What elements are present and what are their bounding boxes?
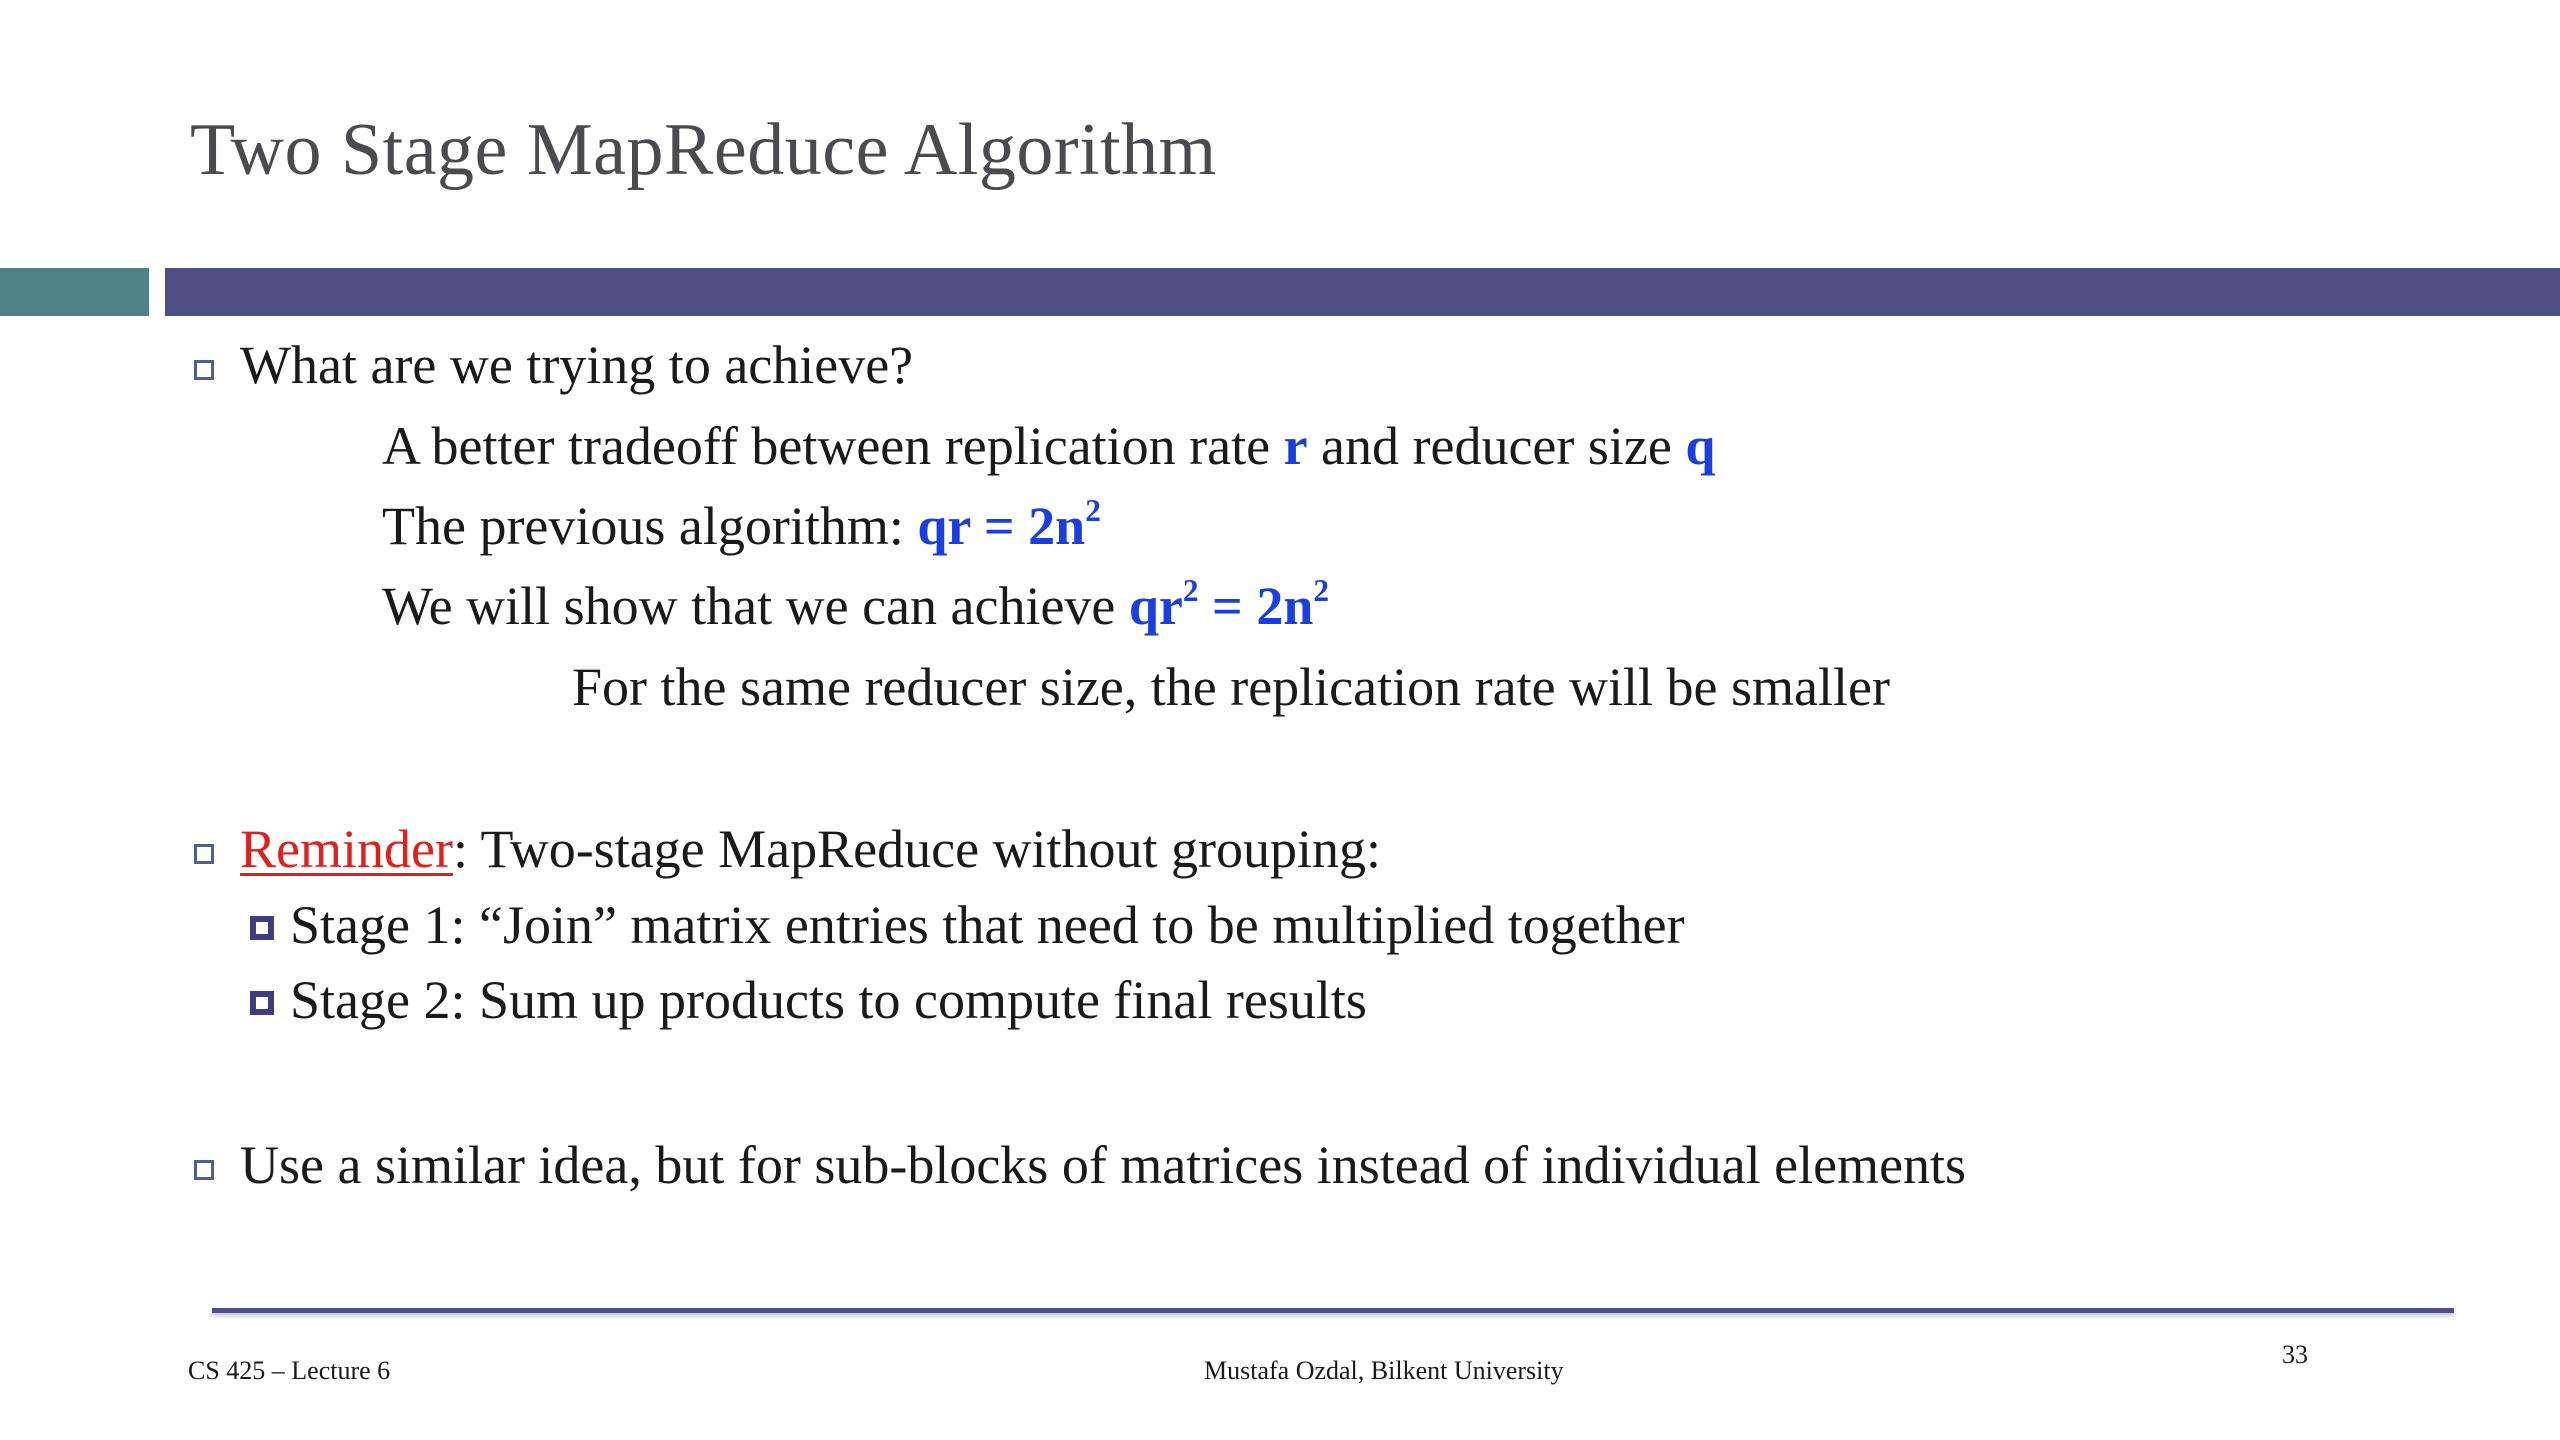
bullet-3-text: Use a similar idea, but for sub-blocks of matrices instead of individual elements	[240, 1135, 1967, 1195]
bullet-1-sub-3	[382, 572, 1330, 644]
slide-title: Two Stage MapReduce Algorithm	[190, 109, 1217, 191]
bullet-2-label: : Two-stage MapReduce without grouping:	[452, 819, 1382, 879]
stage-2-item: Stage 2: Sum up products to compute final results	[290, 970, 1367, 1030]
sub-3-text: We will show that we can achieve	[382, 576, 1129, 636]
formula-new: $qr^2 = 2n^2$	[1128, 572, 1330, 636]
title-accent-bar-teal	[0, 268, 149, 316]
variable-r: r	[1283, 416, 1308, 476]
bullet-square-icon	[194, 844, 214, 864]
bullet-1-sub-4: For the same reducer size, the replication rate will be smaller	[572, 657, 1890, 717]
sub-bullet-square-icon	[250, 916, 274, 940]
stage-1-item: Stage 1: “Join” matrix entries that need to be multiplied together	[290, 895, 1685, 955]
footer-course: CS 425 – Lecture 6	[188, 1356, 391, 1385]
bullet-square-icon	[194, 360, 214, 380]
variable-q: q	[1685, 416, 1716, 476]
bullet-2-text	[240, 819, 1381, 879]
sub-2-text: The previous algorithm:	[382, 496, 918, 556]
bullet-square-icon	[194, 1160, 214, 1180]
reminder-label: Reminder	[240, 819, 453, 879]
sub-bullet-square-icon	[250, 991, 274, 1015]
title-accent-bar-navy	[165, 268, 2560, 316]
sub-1-text: A better tradeoff between replication rate	[382, 416, 1284, 476]
footer-author: Mustafa Ozdal, Bilkent University	[1204, 1356, 1564, 1385]
formula-previous: qr = $2n^2$	[917, 492, 1101, 556]
sub-1-text-mid: and reducer size	[1307, 416, 1686, 476]
bullet-1-sub-2	[382, 492, 1101, 564]
footer-divider	[212, 1308, 2454, 1313]
bullet-1-text: What are we trying to achieve?	[240, 335, 914, 395]
page-number: 33	[2282, 1340, 2308, 1369]
bullet-1-sub-1	[382, 416, 1715, 476]
